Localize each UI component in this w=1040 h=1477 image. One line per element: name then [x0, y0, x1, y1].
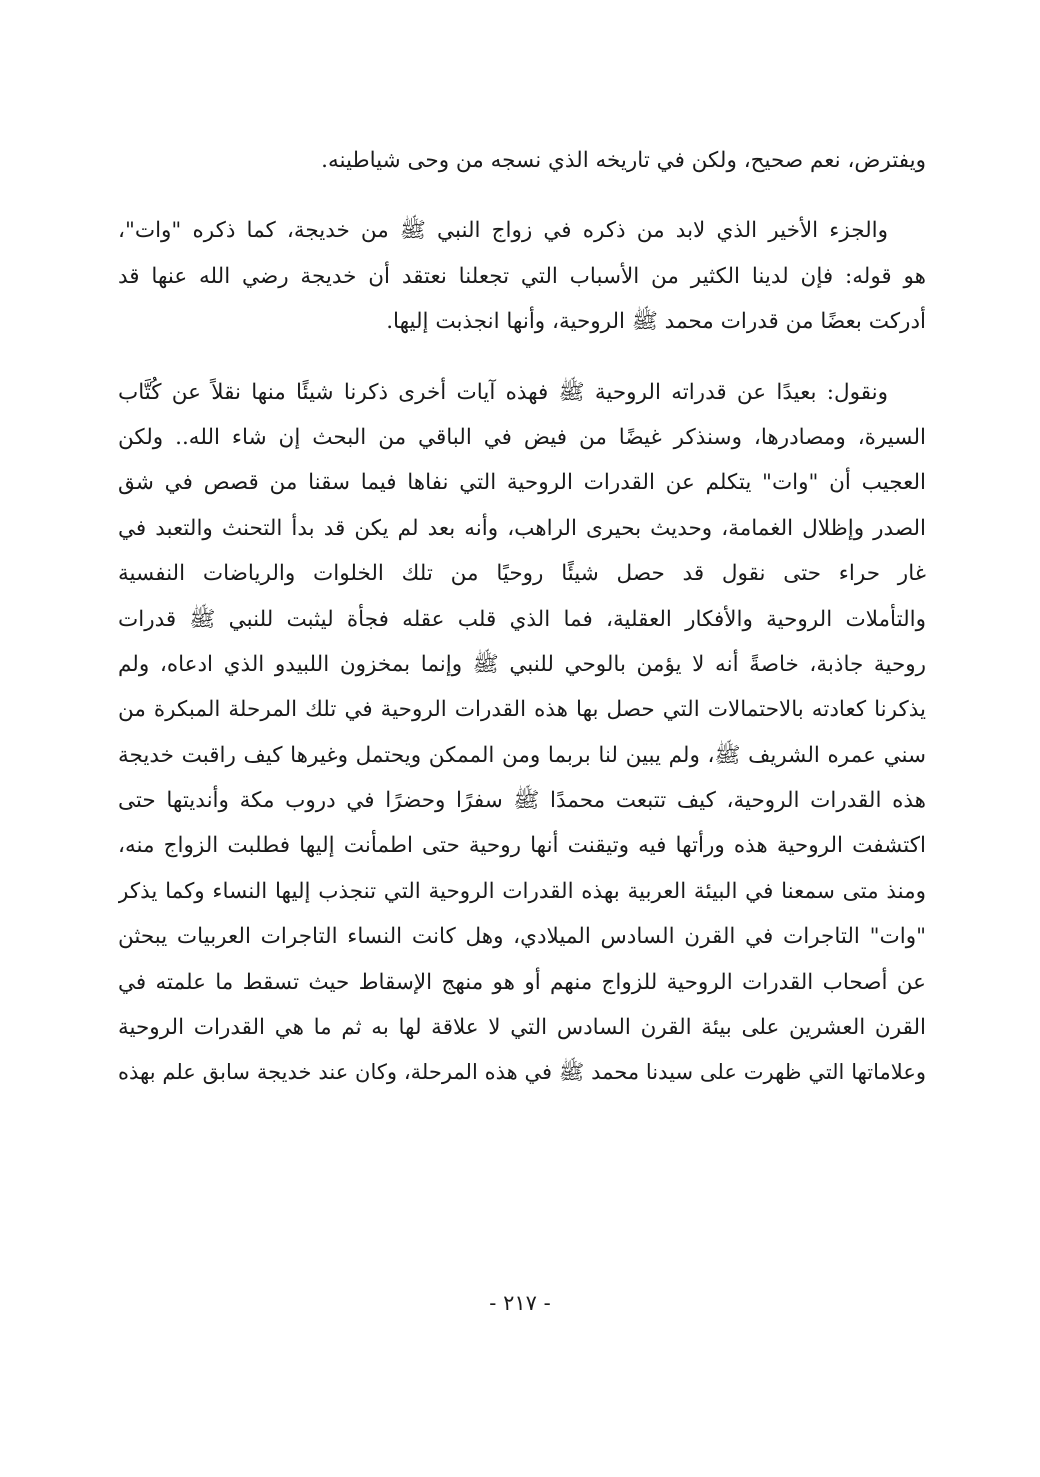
- text-line: اكتشفت الروحية هذه ورأتها فيه وتيقنت أنها روحية حتى اطمأنت إليها فطلبت الزواج منه،: [118, 833, 926, 859]
- text-line: روحية جاذبة، خاصةً أنه لا يؤمن بالوحي للنبي ﷺ وإنما بمخزون اللبيدو الذي ادعاه، ولم: [118, 651, 926, 677]
- document-page: [118, 138, 926, 1096]
- text-line: الصدر وإظلال الغمامة، وحديث بحيرى الراهب، وأنه بعد لم يكن قد بدأ التحنث والتعبد في: [118, 515, 926, 541]
- text-line: القرن العشرين على بيئة القرن السادس التي لا علاقة لها به ثم ما هي القدرات الروحية: [118, 1015, 926, 1041]
- text-line: سني عمره الشريف ﷺ، ولم يبين لنا بربما ومن الممكن ويحتمل وغيرها كيف راقبت خديجة: [118, 742, 926, 768]
- text-line: ويفترض، نعم صحيح، ولكن في تاريخه الذي نسجه من وحى شياطينه.: [321, 148, 926, 173]
- text-line: يذكرنا كعادته بالاحتمالات التي حصل بها هذه القدرات الروحية في تلك المرحلة المبكرة من: [118, 697, 926, 723]
- text-line: أدركت بعضًا من قدرات محمد ﷺ الروحية، وأنها انجذبت إليها.: [386, 309, 926, 335]
- text-line: ونقول: بعيدًا عن قدراته الروحية ﷺ فهذه آيات أخرى ذكرنا شيئًا منها نقلاً عن كُتَّاب: [118, 379, 888, 405]
- text-line: والجزء الأخير الذي لابد من ذكره في زواج النبي ﷺ من خديجة، كما ذكره "وات"،: [118, 218, 888, 244]
- page-number: - ٢١٧ -: [489, 1291, 551, 1315]
- text-line: "وات" التاجرات في القرن السادس الميلادي، وهل كانت النساء التاجرات العربيات يبحثن: [118, 924, 926, 950]
- paragraph-2: [118, 208, 926, 344]
- text-line: ومنذ متى سمعنا في البيئة العربية بهذه القدرات الروحية التي تنجذب إليها النساء وكما يذكر: [118, 878, 926, 904]
- paragraph-3: [118, 370, 926, 1096]
- text-line: عن أصحاب القدرات الروحية للزواج منهم أو هو منهج الإسقاط حيث تسقط ما علمته في: [118, 969, 926, 995]
- text-line: السيرة، ومصادرها، وسنذكر غيضًا من فيض في الباقي من البحث إن شاء الله.. ولكن: [118, 424, 926, 450]
- text-line: غار حراء حتى نقول قد حصل شيئًا روحيًا من تلك الخلوات والرياضات النفسية: [118, 561, 926, 587]
- text-line: وعلاماتها التي ظهرت على سيدنا محمد ﷺ في هذه المرحلة، وكان عند خديجة سابق علم بهذه: [118, 1060, 926, 1085]
- text-line: هذه القدرات الروحية، كيف تتبعت محمدًا ﷺ سفرًا وحضرًا في دروب مكة وأنديتها حتى: [118, 788, 926, 814]
- paragraph-1: [118, 138, 926, 183]
- text-line: والتأملات الروحية والأفكار العقلية، فما الذي قلب عقله فجأة ليثبت للنبي ﷺ قدرات: [118, 606, 926, 632]
- text-line: هو قوله: فإن لدينا الكثير من الأسباب التي تجعلنا نعتقد أن خديجة رضي الله عنها قد: [118, 263, 926, 289]
- text-line: العجيب أن "وات" يتكلم عن القدرات الروحية التي نفاها فيما سقنا من قصص في شق: [118, 470, 926, 496]
